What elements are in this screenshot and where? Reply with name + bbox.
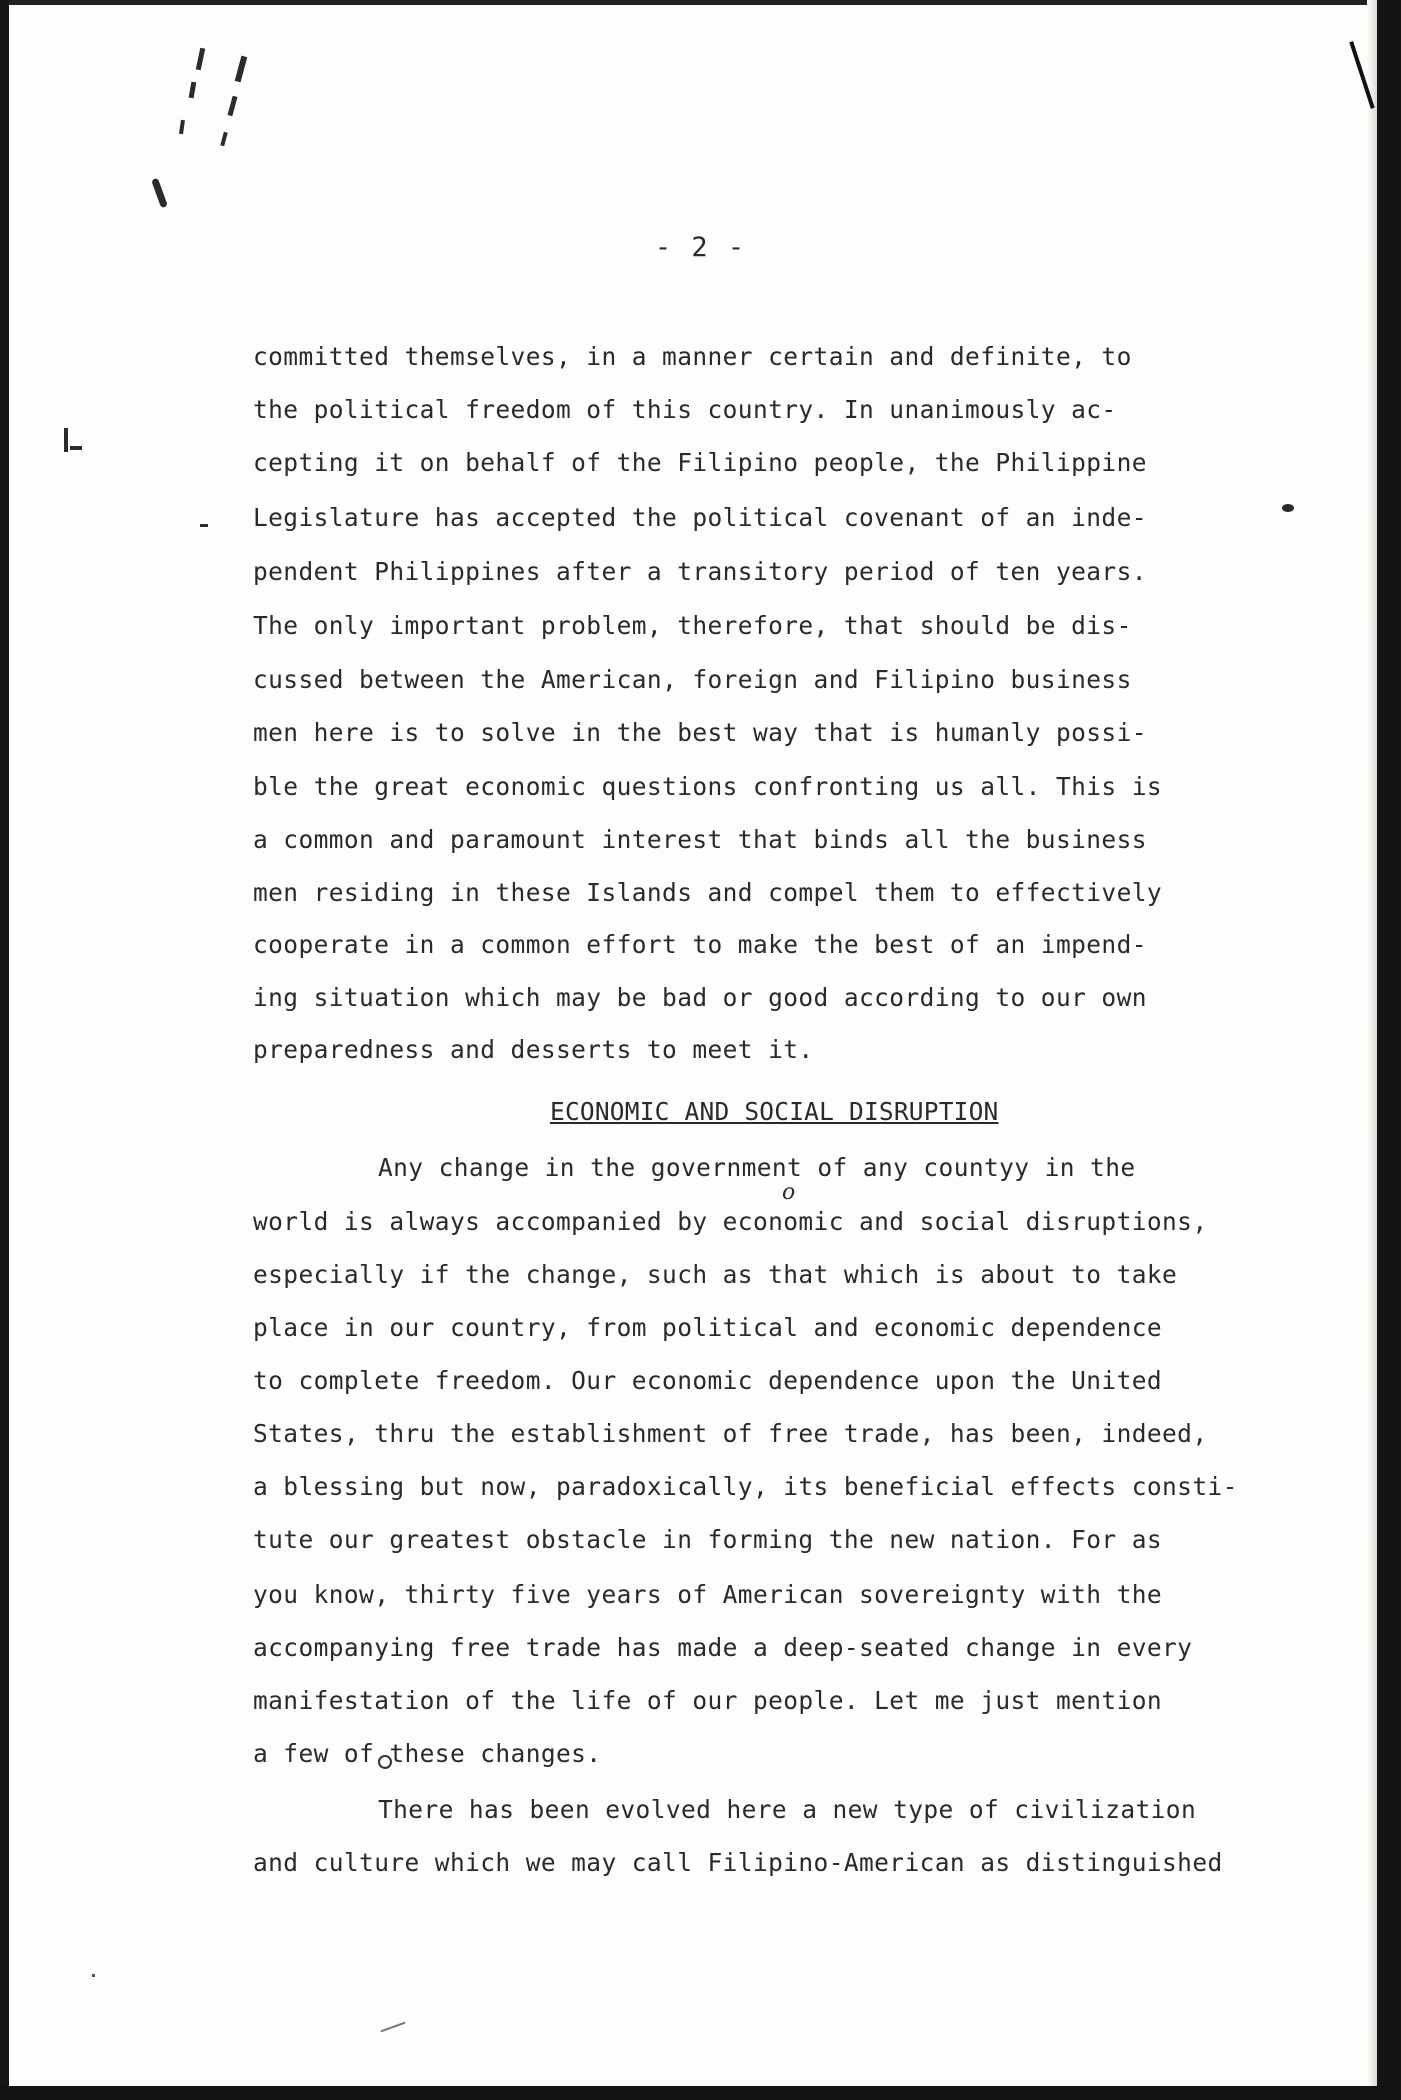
paragraph-first-line: Any change in the government of any countyy in the bbox=[378, 1153, 1136, 1182]
text-line: men residing in these Islands and compel them to effectively bbox=[253, 878, 1163, 907]
text-line: you know, thirty five years of American sovereignty with the bbox=[253, 1580, 1163, 1609]
text-line: men here is to solve in the best way that is humanly possi- bbox=[253, 718, 1147, 747]
text-line: a few of these changes. bbox=[253, 1739, 602, 1768]
text-line: States, thru the establishment of free trade, has been, indeed, bbox=[253, 1419, 1208, 1448]
text-line: place in our country, from political and economic dependence bbox=[253, 1313, 1163, 1342]
text-line: a blessing but now, paradoxically, its beneficial effects consti- bbox=[253, 1472, 1238, 1501]
scan-border-bottom bbox=[0, 2086, 1401, 2100]
ink-mark bbox=[92, 1974, 95, 1977]
text-line: preparedness and desserts to meet it. bbox=[253, 1035, 814, 1064]
ink-mark bbox=[380, 2022, 405, 2033]
paragraph-first-line: There has been evolved here a new type of civilization bbox=[378, 1795, 1197, 1824]
text-line: tute our greatest obstacle in forming the new nation. For as bbox=[253, 1525, 1163, 1554]
text-line: ing situation which may be bad or good according to our own bbox=[253, 983, 1147, 1012]
text-line: The only important problem, therefore, that should be dis- bbox=[253, 611, 1132, 640]
page-edge-shadow bbox=[1367, 0, 1377, 2100]
ink-mark bbox=[70, 446, 82, 450]
text-line: a common and paramount interest that binds all the business bbox=[253, 825, 1147, 854]
text-line: accompanying free trade has made a deep-seated change in every bbox=[253, 1633, 1193, 1662]
text-line: world is always accompanied by economic and social disruptions, bbox=[253, 1207, 1208, 1236]
text-line: to complete freedom. Our economic dependence upon the United bbox=[253, 1366, 1163, 1395]
text-line: especially if the change, such as that which is about to take bbox=[253, 1260, 1178, 1289]
section-heading: ECONOMIC AND SOCIAL DISRUPTION bbox=[550, 1097, 999, 1126]
ink-mark bbox=[220, 132, 227, 147]
page-number: - 2 - bbox=[654, 232, 747, 263]
scan-border-top bbox=[0, 0, 1401, 5]
text-line: pendent Philippines after a transitory period of ten years. bbox=[253, 557, 1147, 586]
ink-mark bbox=[227, 96, 237, 117]
text-line: manifestation of the life of our people. Let me just mention bbox=[253, 1686, 1163, 1715]
text-line: cussed between the American, foreign and Filipino business bbox=[253, 665, 1132, 694]
handwritten-correction: o bbox=[782, 1180, 796, 1205]
ink-mark bbox=[64, 428, 68, 452]
text-line: cooperate in a common effort to make the best of an impend- bbox=[253, 930, 1147, 959]
text-line: ble the great economic questions confronting us all. This is bbox=[253, 772, 1163, 801]
text-line: cepting it on behalf of the Filipino people, the Philippine bbox=[253, 448, 1147, 477]
scan-border-left bbox=[0, 0, 9, 2100]
text-line: Legislature has accepted the political covenant of an inde- bbox=[253, 503, 1147, 532]
scan-border-right bbox=[1377, 0, 1401, 2100]
text-line: and culture which we may call Filipino-American as distinguished bbox=[253, 1848, 1223, 1877]
ink-mark bbox=[1282, 504, 1294, 512]
ink-mark bbox=[189, 82, 197, 99]
ink-mark bbox=[235, 56, 248, 83]
ink-mark bbox=[151, 178, 168, 209]
text-line: committed themselves, in a manner certain and definite, to bbox=[253, 342, 1132, 371]
ink-mark bbox=[200, 524, 208, 527]
ink-mark bbox=[179, 120, 185, 134]
text-line: the political freedom of this country. In unanimously ac- bbox=[253, 395, 1117, 424]
ink-mark bbox=[196, 48, 205, 71]
